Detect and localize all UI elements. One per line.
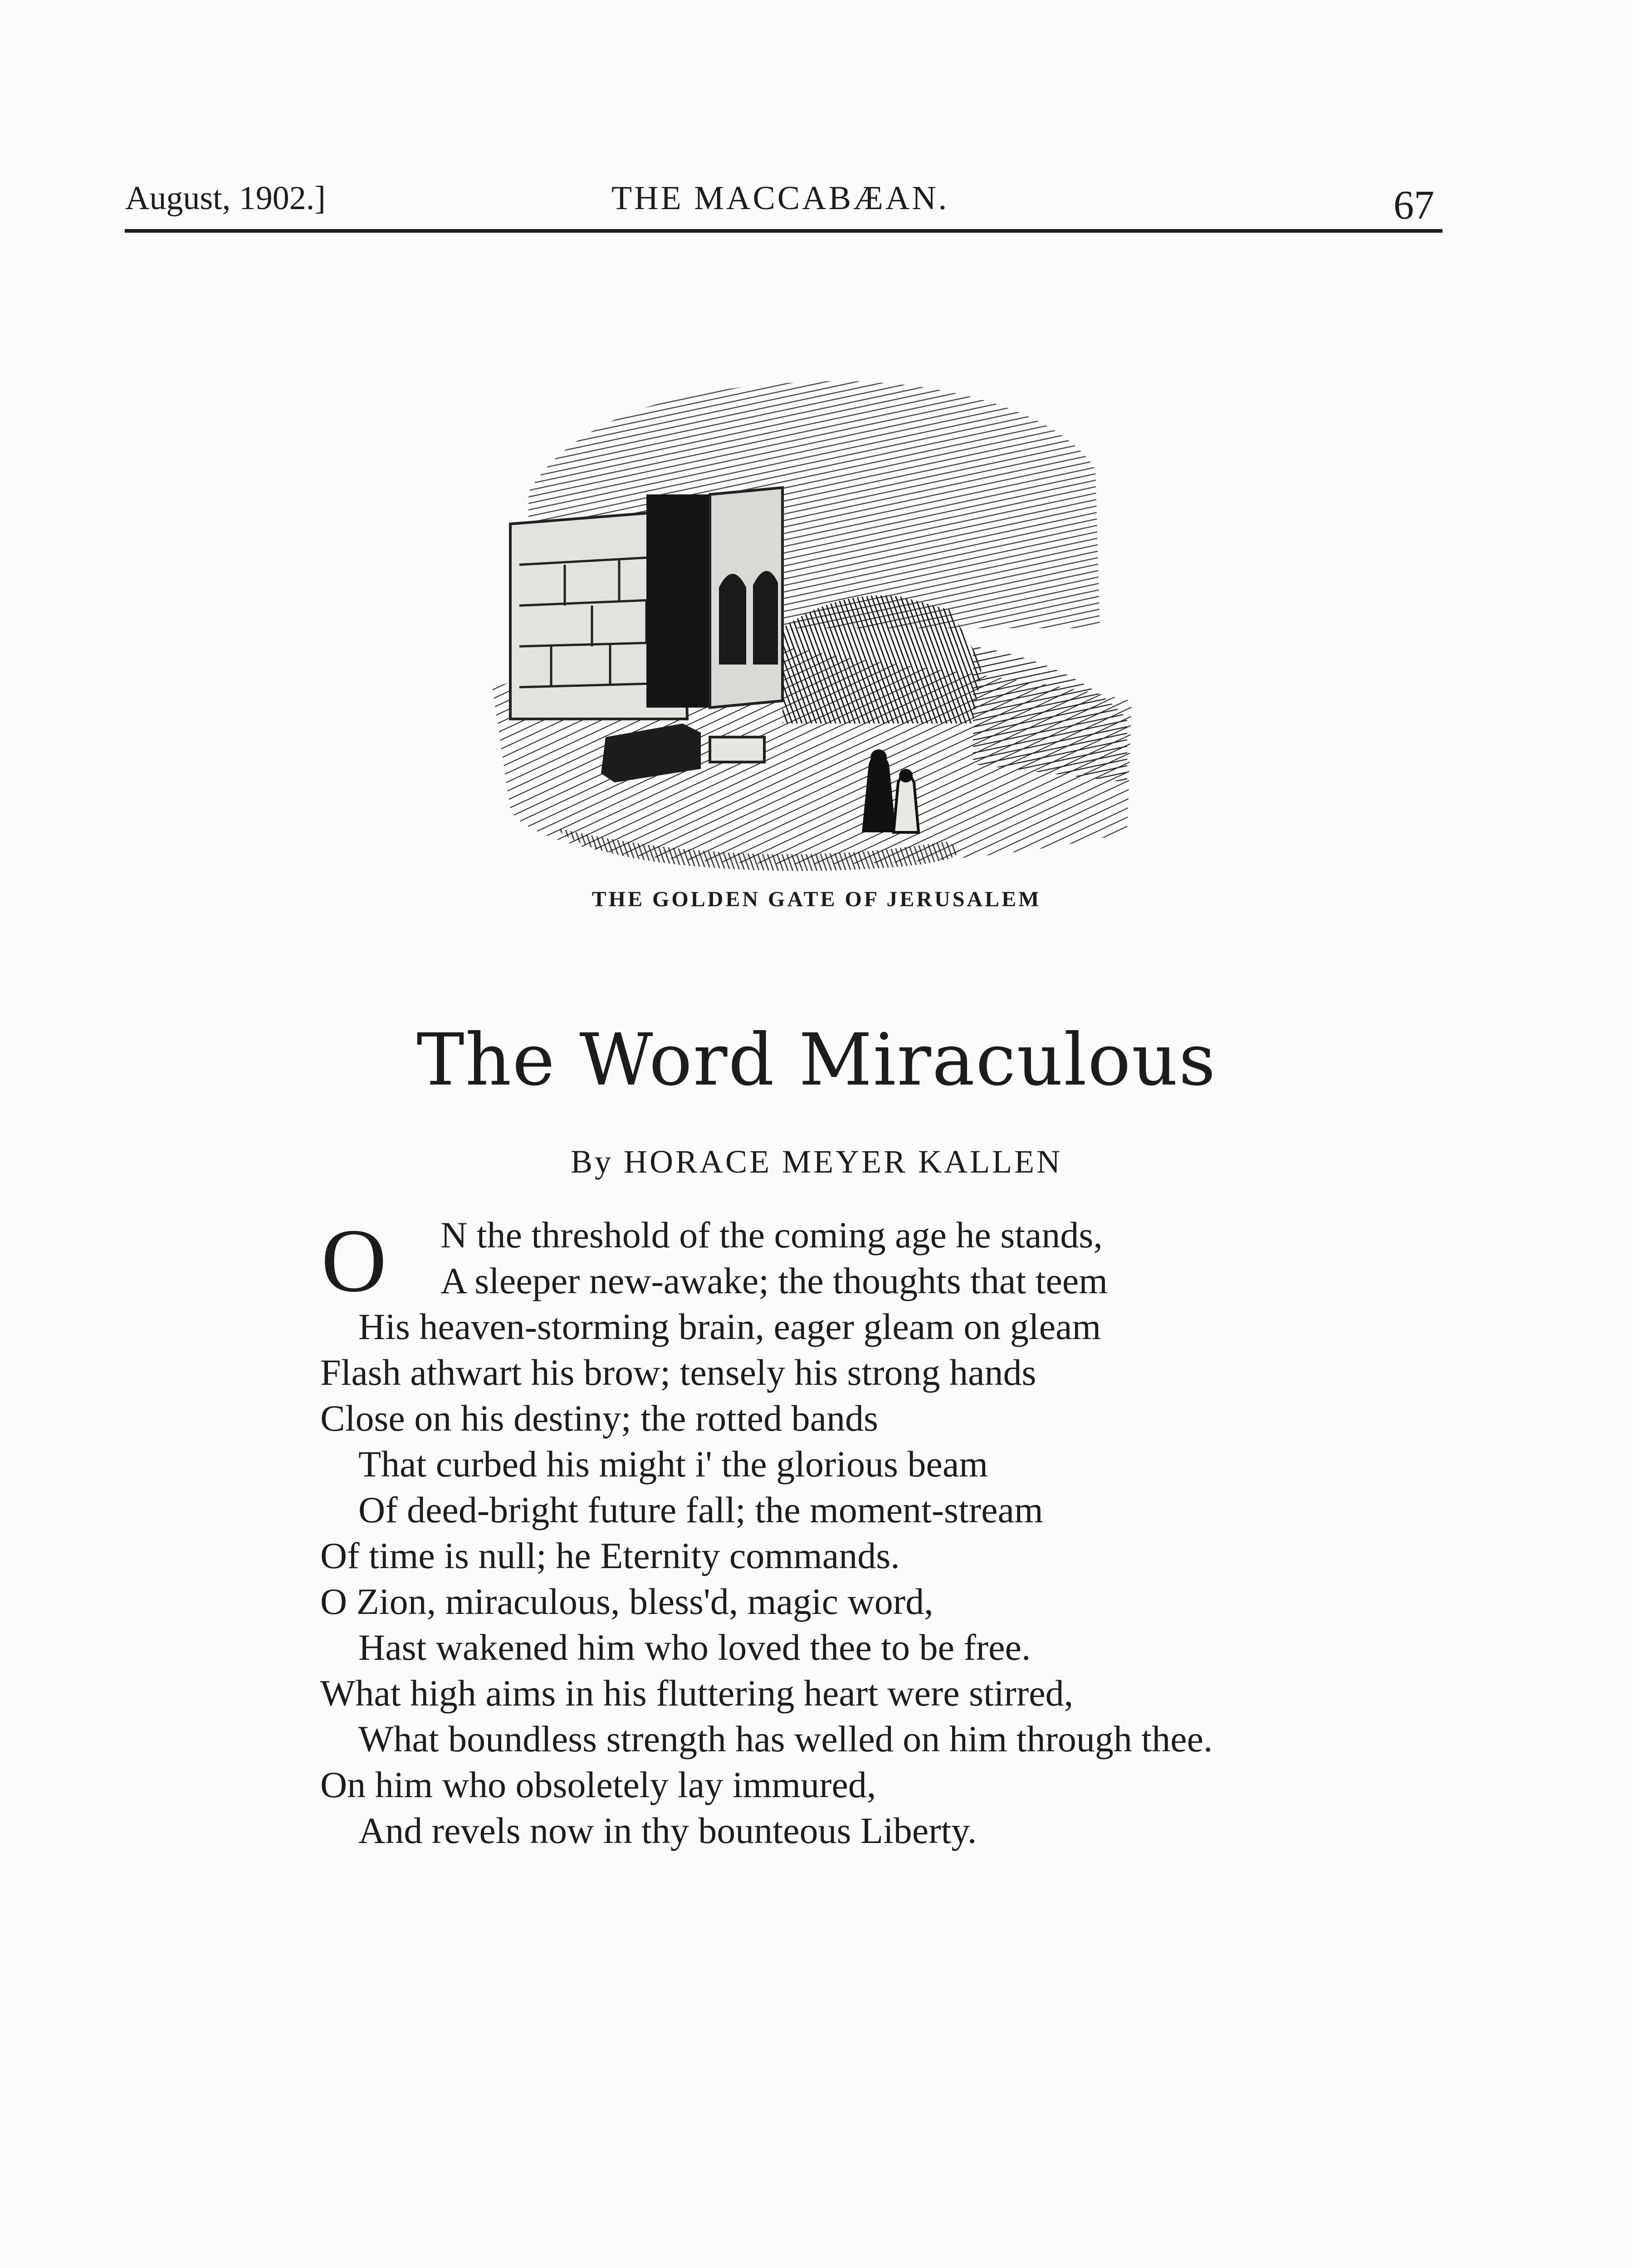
illustration-caption: THE GOLDEN GATE OF JERUSALEM (592, 887, 1041, 911)
poem-line: Of time is null; he Eternity commands. (320, 1535, 900, 1576)
byline-prefix: By (571, 1144, 614, 1180)
poem-line: What boundless strength has welled on him through thee. (358, 1718, 1213, 1760)
poem-line: A sleeper new-awake; the thoughts that teem (440, 1260, 1108, 1301)
drop-cap: O (321, 1211, 387, 1311)
poem-body (320, 1212, 1500, 1853)
page-number: 67 (1393, 183, 1434, 228)
running-header (122, 175, 1438, 229)
author-name: HORACE MEYER KALLEN (624, 1144, 1062, 1180)
poem-line: His heaven-storming brain, eager gleam on gleam (358, 1306, 1101, 1347)
golden-gate-engraving (492, 374, 1132, 875)
poem-line: Hast wakened him who loved thee to be free. (358, 1627, 1031, 1668)
poem-line: Close on his destiny; the rotted bands (320, 1398, 878, 1439)
journal-title: THE MACCABÆAN. (611, 180, 949, 217)
byline (0, 1143, 1633, 1181)
article-title: The Word Miraculous (416, 1018, 1217, 1102)
poem-line: On him who obsoletely lay immured, (320, 1764, 876, 1805)
poem-line: Flash athwart his brow; tensely his strong hands (320, 1352, 1037, 1393)
issue-date: August, 1902.] (125, 180, 326, 217)
poem-line: O Zion, miraculous, bless'd, magic word, (320, 1581, 934, 1622)
poem-line: That curbed his might i' the glorious beam (358, 1443, 988, 1485)
poem-line: N the threshold of the coming age he stands, (440, 1214, 1103, 1256)
poem-line: And revels now in thy bounteous Liberty. (358, 1810, 977, 1851)
poem-line: What high aims in his fluttering heart were stirred, (320, 1672, 1074, 1714)
header-rule (125, 229, 1442, 233)
poem-line: Of deed-bright future fall; the moment-stream (358, 1489, 1043, 1530)
